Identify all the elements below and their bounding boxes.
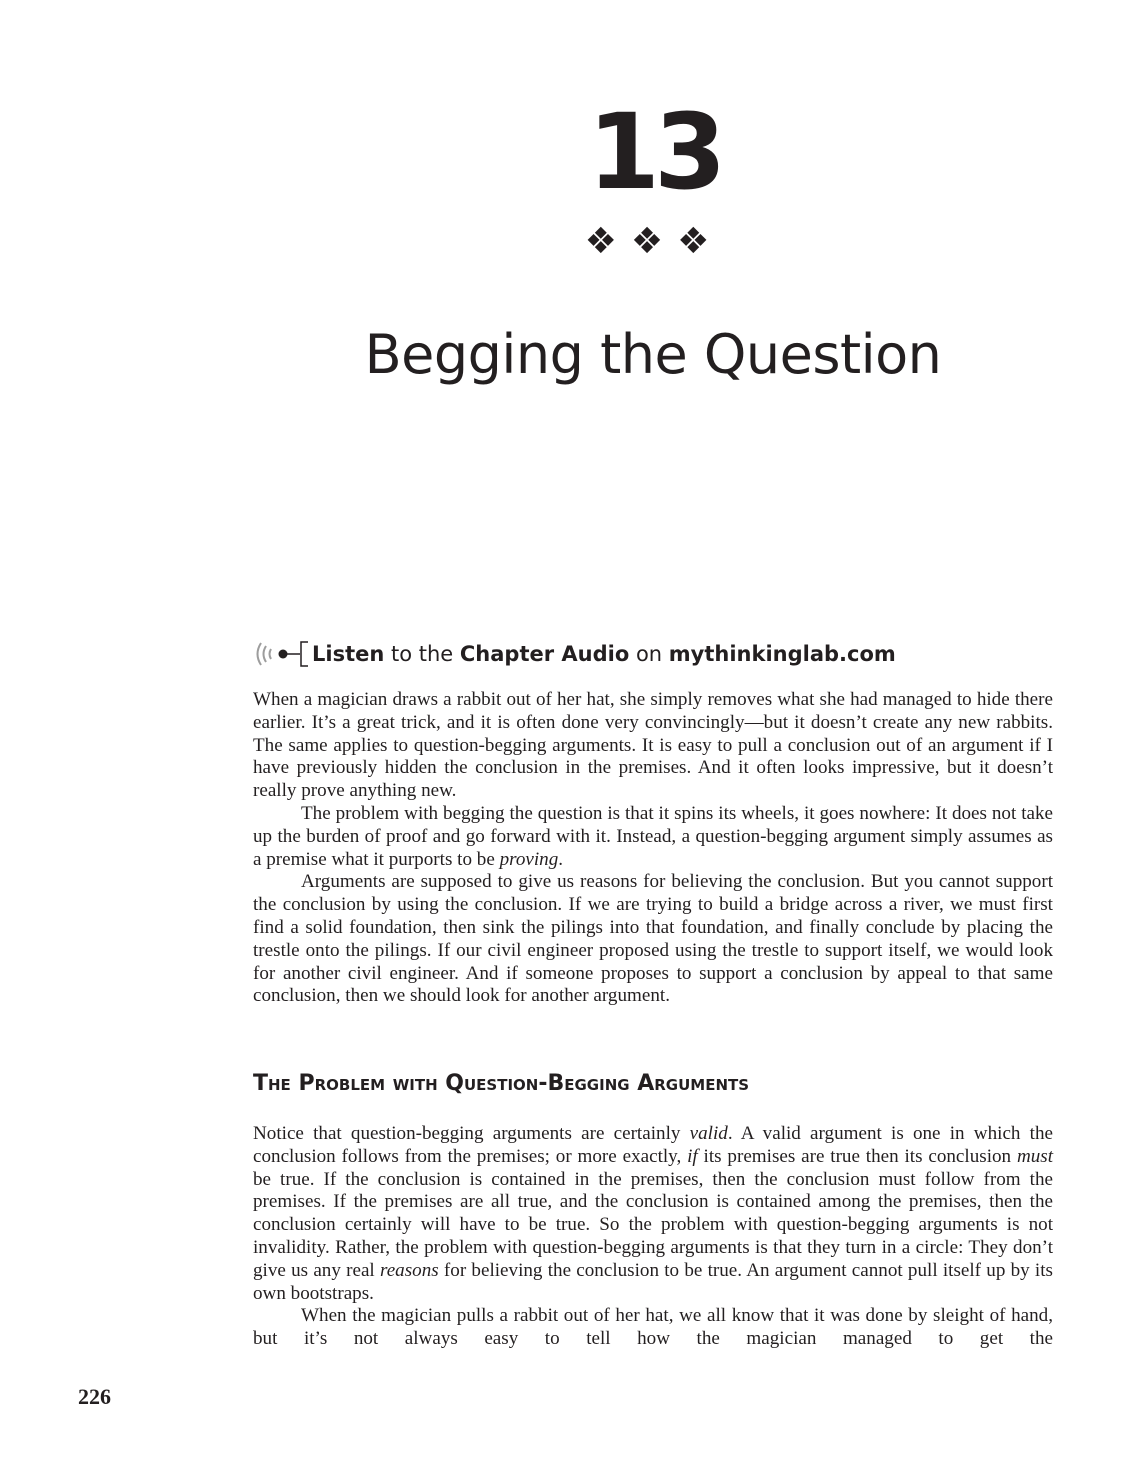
intro-text	[253, 689, 1053, 1008]
section-heading: The Problem with Question-Begging Arguments	[253, 1071, 750, 1096]
text-run: .	[558, 848, 564, 870]
emphasis-if: if	[687, 1145, 698, 1167]
emphasis-must: must	[1016, 1145, 1054, 1167]
text-run: . A valid argument is one in which the conclusion follows from the premises; or more exactly,	[253, 1123, 1053, 1167]
emphasis-reasons: reasons	[379, 1259, 439, 1281]
intro-paragraph-2	[253, 803, 1053, 871]
chapter-audio-label: Chapter Audio	[459, 642, 630, 666]
emphasis-valid: valid	[689, 1123, 728, 1144]
section-text	[253, 1123, 1053, 1351]
text-run: Notice that question-begging arguments are certainly	[253, 1123, 690, 1144]
emphasis-proving: proving	[499, 848, 559, 870]
chapter-number: 13	[587, 91, 721, 213]
chapter-title: Begging the Question	[364, 323, 942, 386]
on-text: on	[629, 642, 669, 666]
text-run: its premises are true then its conclusion	[697, 1145, 1017, 1167]
to-the-text: to the	[384, 642, 460, 666]
text-run: for believing the conclusion to be true. An argument cannot pull itself up by its own bootstraps.	[253, 1259, 1053, 1304]
page-number: 226	[78, 1384, 111, 1409]
site-link[interactable]: mythinkinglab.com	[668, 642, 896, 666]
text-run: The problem with begging the question is that it spins its wheels, it goes nowhere: It does not take up the burden of proof and go forward with it. Instead, a question-begging argument simply assumes as a premise what it purports to be	[253, 802, 1053, 870]
intro-paragraph-3: Arguments are supposed to give us reasons for believing the conclusion. But you cannot support the conclusion by using the conclusion. If we are trying to build a bridge across a river, we must first find a solid foundation, then sink the pilings into that foundation, and finally conclude by placing the trestle onto the pilings. If our civil engineer proposed using the trestle to support itself, we would look for another civil engineer. And if someone proposes to support a conclusion by appeal to that same conclusion, then we should look for another argument.	[253, 871, 1053, 1007]
text-run: be true. If the conclusion is contained in the premises, then the conclusion must follow from the premises. If the premises are all true, and the conclusion is contained among the premises, then the conclusion certainly will have to be true. So the problem with question-begging arguments is not invalidity. Rather, the problem with question-begging arguments is that they turn in a circle: They don’t give us any real	[253, 1168, 1053, 1281]
section-paragraph-1	[253, 1123, 1053, 1305]
intro-paragraph-1: When a magician draws a rabbit out of her hat, she simply removes what she had managed to hide there earlier. It’s a great trick, and it is often done very convincingly—but it doesn’t create any new rabbits. The same applies to question-begging arguments. It is easy to pull a conclusion out of an argument if I have previously hidden the conclusion in the premises. And it often looks impressive, but it doesn’t really prove anything new.	[253, 689, 1053, 802]
section-paragraph-2: When the magician pulls a rabbit out of her hat, we all know that it was done by sleight of hand, but it’s not always easy to tell how the magician managed to get the	[253, 1305, 1053, 1350]
listen-label: Listen	[312, 642, 385, 666]
ornament-divider: ❖❖❖	[584, 221, 724, 262]
chapter-audio-link[interactable]	[252, 637, 896, 671]
audio-speaker-icon	[252, 639, 312, 669]
